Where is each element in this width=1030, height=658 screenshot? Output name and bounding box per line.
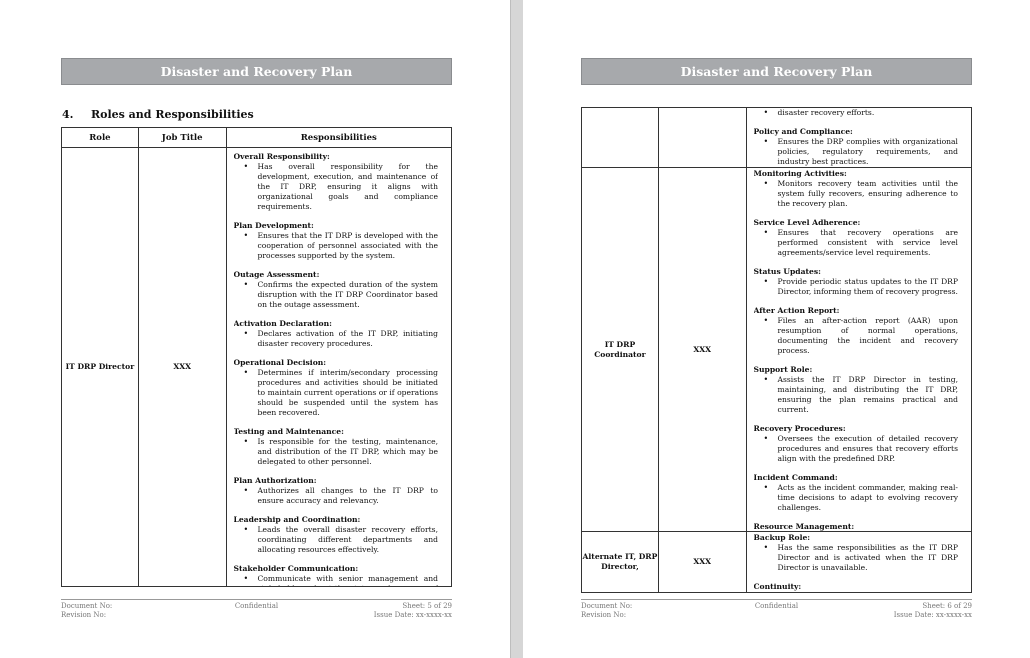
list-item: • Has the same responsibilities as the IT DRP Director and is activated when the IT DRP Director is unavailable. [778, 543, 958, 573]
responsibility-group: Backup Role: • Has the same responsibilities as the IT DRP Director and is activated when the IT DRP Director is unavailable. [754, 533, 958, 573]
responsibility-group: Activation Declaration: • Declares activation of the IT DRP, initiating disaster recovery procedures. [234, 319, 439, 349]
page-header-banner: Disaster and Recovery Plan [61, 58, 452, 85]
list-item: • Determines if interim/secondary processing procedures and activities should be initiated to maintain current operations or if operations should be suspended until the system has been recovered. [258, 368, 439, 418]
responsibility-group: Outage Assessment: • Confirms the expected duration of the system disruption with the IT DRP Coordinator based on the outage assessment. [234, 270, 439, 310]
confidential-label: Confidential [234, 602, 279, 610]
list-item: • Has overall responsibility for the development, execution, and maintenance of the IT DRP, ensuring it aligns with organizational goals and compliance requirements. [258, 162, 439, 212]
table-row [582, 532, 972, 593]
responsibility-group: Overall Responsibility: • Has overall responsibility for the development, execution, and maintenance of the IT DRP, ensuring it aligns with organizational goals and compliance requirements. [234, 152, 439, 212]
table-row [62, 148, 452, 587]
list-item: • Authorizes all changes to the IT DRP to ensure accuracy and relevancy. [258, 486, 439, 506]
roles-table [61, 127, 452, 587]
policy-heading: Policy and Compliance: [753, 127, 853, 136]
header-job-title: Job Title [138, 128, 226, 148]
list-item: • Files an after-action report (AAR) upon resumption of normal operations, documenting the incident and recovery process. [778, 316, 958, 356]
responsibility-group: Recovery Procedures: • Oversees the execution of detailed recovery procedures and ensures that recovery efforts align with the predefined DRP. [754, 424, 958, 464]
section-number: 4. [62, 108, 74, 121]
responsibilities-list [754, 533, 958, 592]
responsibilities-cell [746, 532, 971, 593]
responsibility-group: Testing and Maintenance: • Is responsible for the testing, maintenance, and distribution of the IT DRP, which may be delegated to other personnel. [234, 427, 439, 467]
role-cell: Alternate IT, DRP Director, [582, 532, 659, 593]
revision-number-label: Revision No: [61, 611, 107, 619]
responsibility-group: Resource Management: [753, 522, 855, 531]
role-cell: IT DRP Director [62, 148, 139, 587]
job-title-cell: XXX [658, 532, 746, 593]
list-item: • Is responsible for the testing, maintenance, and distribution of the IT DRP, which may be delegated to other personnel. [258, 437, 439, 467]
responsibility-group: Status Updates: • Provide periodic status updates to the IT DRP Director, informing them of recovery progress. [754, 267, 958, 297]
page-gutter [510, 0, 524, 658]
responsibility-group: Support Role: • Assists the IT DRP Director in testing, maintaining, and distributing the IT DRP, ensuring the plan remains practical and current. [754, 365, 958, 415]
responsibility-group: Plan Authorization: • Authorizes all changes to the IT DRP to ensure accuracy and relevancy. [234, 476, 439, 506]
page-header-banner: Disaster and Recovery Plan [581, 58, 972, 85]
table-row [582, 108, 972, 168]
page-footer [61, 599, 452, 624]
section-heading [62, 108, 254, 121]
list-item: • Declares activation of the IT DRP, initiating disaster recovery procedures. [258, 329, 439, 349]
responsibility-group: Incident Command: • Acts as the incident commander, making real-time decisions to adapt to evolving recovery challenges. [754, 473, 958, 513]
list-item: • Monitors recovery team activities until the system fully recovers, ensuring adherence to the recovery plan. [778, 179, 958, 209]
document-number-label: Document No: [61, 602, 113, 610]
responsibilities-list [234, 152, 439, 586]
section-title: Roles and Responsibilities [91, 108, 254, 121]
responsibilities-cell [226, 148, 452, 587]
responsibility-group: Stakeholder Communication: • Communicate with senior management and [234, 564, 439, 586]
header-responsibilities: Responsibilities [226, 128, 452, 148]
roles-table-continued [581, 107, 972, 593]
list-item: • Ensures that the IT DRP is developed with the cooperation of personnel associated with the processes supported by the system. [258, 231, 439, 261]
document-page-5 [0, 0, 510, 658]
list-item: • Provide periodic status updates to the IT DRP Director, informing them of recovery progress. [778, 277, 958, 297]
confidential-label: Confidential [754, 602, 799, 610]
responsibility-group: Leadership and Coordination: • Leads the overall disaster recovery efforts, coordinating different departments and allocating resources effectively. [234, 515, 439, 555]
responsibilities-list [754, 169, 958, 531]
revision-number-label: Revision No: [581, 611, 627, 619]
job-title-cell: XXX [138, 148, 226, 587]
role-cell [582, 108, 659, 168]
responsibility-group: After Action Report: • Files an after-action report (AAR) upon resumption of normal operations, documenting the incident and recovery process. [754, 306, 958, 356]
list-item: • Ensures the DRP complies with organizational policies, regulatory requirements, and industry best practices. [778, 137, 958, 167]
issue-date: Issue Date: xx-xxxx-xx [893, 611, 972, 619]
job-title-cell: XXX [658, 168, 746, 532]
list-item: • Confirms the expected duration of the system disruption with the IT DRP Coordinator based on the outage assessment. [258, 280, 439, 310]
job-title-cell [658, 108, 746, 168]
responsibilities-cell [746, 108, 971, 168]
table-row [582, 168, 972, 532]
page-footer [581, 599, 972, 624]
list-item: • Communicate with senior management and [258, 574, 439, 586]
responsibility-group: Plan Development: • Ensures that the IT DRP is developed with the cooperation of personnel associated with the processes supported by the system. [234, 221, 439, 261]
list-item: • Assists the IT DRP Director in testing, maintaining, and distributing the IT DRP, ensuring the plan remains practical and current. [778, 375, 958, 415]
list-item: • Oversees the execution of detailed recovery procedures and ensures that recovery efforts align with the predefined DRP. [778, 434, 958, 464]
document-page-6 [523, 0, 1030, 658]
responsibility-group: Monitoring Activities: • Monitors recovery team activities until the system fully recovers, ensuring adherence to the recovery plan. [754, 169, 958, 209]
sheet-number: Sheet: 6 of 29 [922, 602, 972, 610]
responsibility-group: Continuity: [753, 582, 802, 591]
header-role: Role [62, 128, 139, 148]
list-item: • Ensures that recovery operations are performed consistent with service level agreements/service level requirements. [778, 228, 958, 258]
responsibilities-cell [746, 168, 971, 532]
sheet-number: Sheet: 5 of 29 [402, 602, 452, 610]
responsibility-group: Operational Decision: • Determines if interim/secondary processing procedures and activities should be initiated to maintain current operations or if operations should be suspended until the system has been recovered. [234, 358, 439, 418]
list-item: • Acts as the incident commander, making real-time decisions to adapt to evolving recovery challenges. [778, 483, 958, 513]
table-header-row [62, 128, 452, 148]
responsibility-group: Service Level Adherence: • Ensures that recovery operations are performed consistent with service level agreements/service level requirements. [754, 218, 958, 258]
issue-date: Issue Date: xx-xxxx-xx [373, 611, 452, 619]
document-number-label: Document No: [581, 602, 633, 610]
role-cell: IT DRP Coordinator [582, 168, 659, 532]
list-item: • Leads the overall disaster recovery efforts, coordinating different departments and allocating resources effectively. [258, 525, 439, 555]
continued-text: • disaster recovery efforts. [778, 108, 958, 118]
